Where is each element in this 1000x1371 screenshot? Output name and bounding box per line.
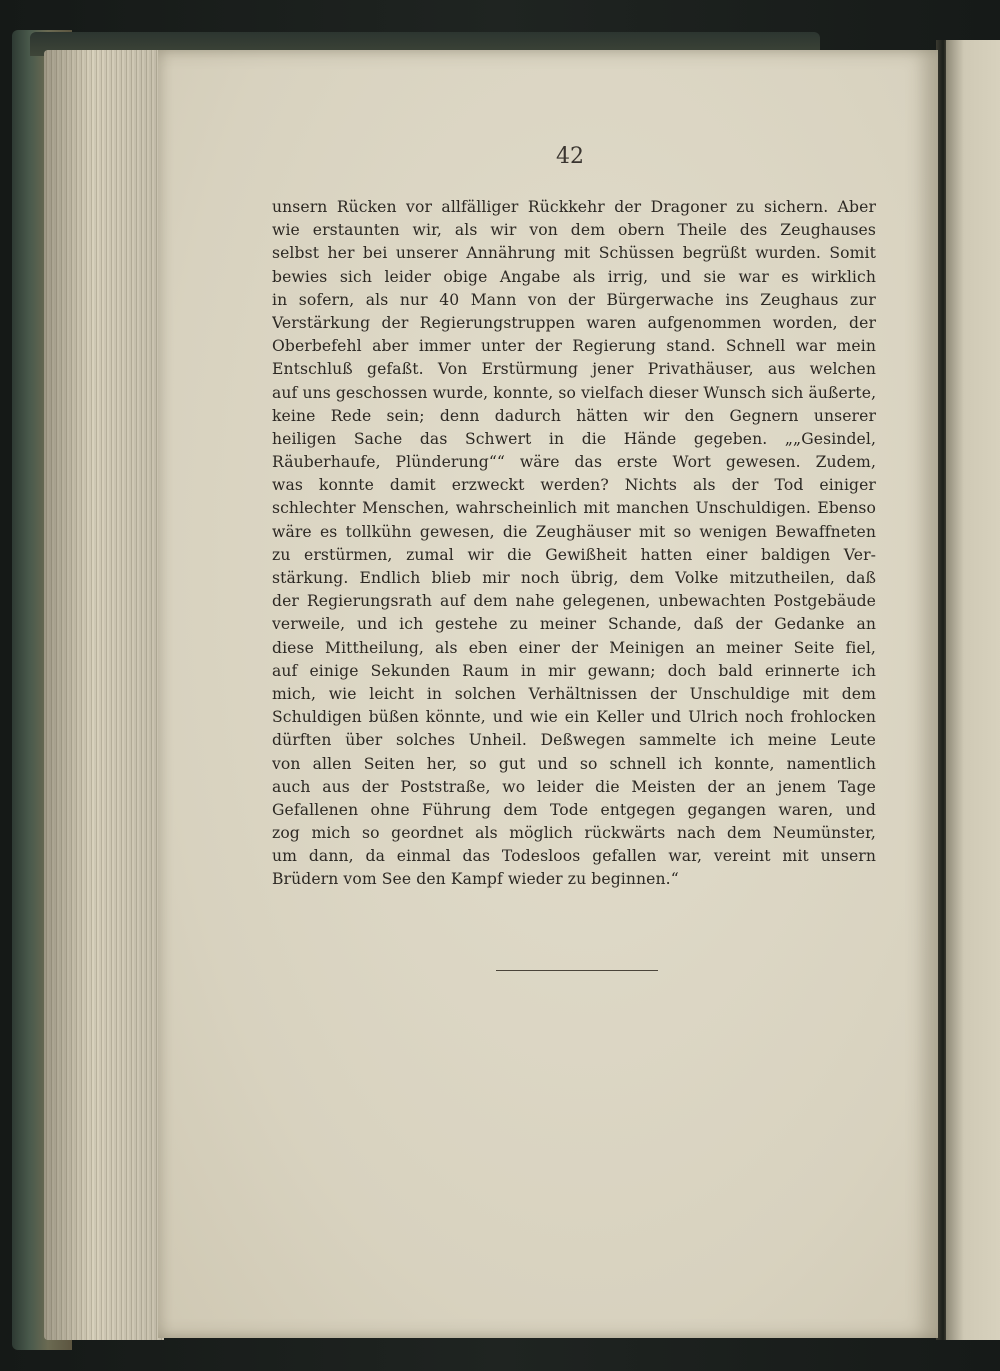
text-line: um dann, da einmal das Todesloos gefallen war, vereint mit unsern <box>272 847 876 866</box>
text-line: unsern Rücken vor allfälliger Rückkehr der Dragoner zu sichern. Aber <box>272 198 876 216</box>
text-line: stärkung. Endlich blieb mir noch übrig, dem Volke mitzutheilen, daß <box>272 569 876 587</box>
text-line: der Regierungsrath auf dem nahe gelegenen, unbewachten Postgebäude <box>272 592 876 611</box>
text-line: keine Rede sein; denn dadurch hätten wir den Gegnern unserer <box>272 406 876 425</box>
text-line: diese Mittheilung, als eben einer der Meinigen an meiner Seite fiel, <box>272 638 876 657</box>
text-line: von allen Seiten her, so gut und so schnell ich konnte, namentlich <box>272 754 876 773</box>
text-line: zu erstürmen, zumal wir die Gewißheit hatten einer baldigen Ver- <box>272 545 876 564</box>
text-line: zog mich so geordnet als möglich rückwärts nach dem Neumünster, <box>272 824 876 843</box>
text-line: Oberbefehl aber immer unter der Regierung stand. Schnell war mein <box>272 337 876 356</box>
text-line: bewies sich leider obige Angabe als irrig, und sie war es wirklich <box>272 267 876 286</box>
text-line: dürften über solches Unheil. Deßwegen sammelte ich meine Leute <box>272 731 876 750</box>
text-line: Brüdern vom See den Kampf wieder zu beginnen.“ <box>272 870 679 889</box>
text-line: auf einige Sekunden Raum in mir gewann; doch bald erinnerte ich <box>272 661 876 680</box>
text-line: Schuldigen büßen könnte, und wie ein Keller und Ulrich noch frohlocken <box>272 708 876 727</box>
page-edges-shadow <box>44 50 164 1340</box>
text-line: auch aus der Poststraße, wo leider die Meisten der an jenem Tage <box>272 777 876 796</box>
text-line: Entschluß gefaßt. Von Erstürmung jener Privathäuser, aus welchen <box>272 360 876 379</box>
page-number: 42 <box>556 144 584 169</box>
text-line: in sofern, als nur 40 Mann von der Bürgerwache ins Zeughaus zur <box>272 290 876 309</box>
section-end-rule <box>496 970 658 971</box>
text-line: Verstärkung der Regierungstruppen waren aufgenommen worden, der <box>272 313 876 332</box>
text-line: wie erstaunten wir, als wir von dem obern Theile des Zeughauses <box>272 221 876 240</box>
text-line: schlechter Menschen, wahrscheinlich mit manchen Unschuldigen. Ebenso <box>272 499 876 518</box>
text-line: was konnte damit erzweckt werden? Nichts als der Tod einiger <box>272 476 876 495</box>
text-line: mich, wie leicht in solchen Verhältnissen der Unschuldige mit dem <box>272 684 876 703</box>
text-line: selbst her bei unserer Annährung mit Schüssen begrüßt wurden. Somit <box>272 244 876 263</box>
text-line: auf uns geschossen wurde, konnte, so vielfach dieser Wunsch sich äußerte, <box>272 383 876 402</box>
text-line: heiligen Sache das Schwert in die Hände gegeben. „„Gesindel, <box>272 429 876 448</box>
body-text <box>272 196 876 892</box>
text-line: Räuberhaufe, Plünderung““ wäre das erste Wort gewesen. Zudem, <box>272 453 876 472</box>
text-line: Gefallenen ohne Führung dem Tode entgegen gegangen waren, und <box>272 800 876 819</box>
text-line: verweile, und ich gestehe zu meiner Schande, daß der Gedanke an <box>272 615 876 634</box>
facing-page <box>946 40 1000 1340</box>
text-line: wäre es tollkühn gewesen, die Zeughäuser mit so wenigen Bewaffneten <box>272 522 876 541</box>
